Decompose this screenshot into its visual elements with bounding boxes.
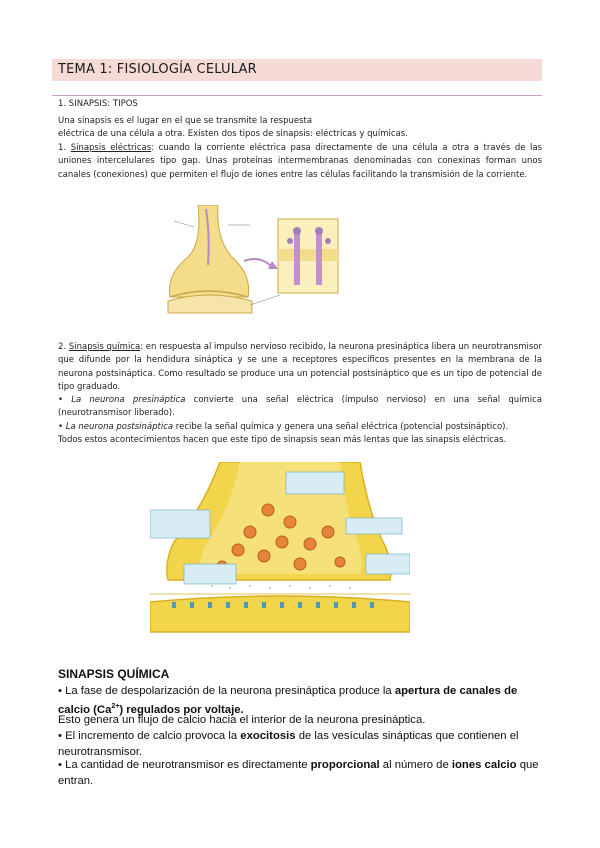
intro-line2: eléctrica de una célula a otra. Existen dos tipos de sinapsis: eléctricas y químicas. — [58, 129, 408, 140]
item-number: 1. — [58, 143, 67, 153]
intro-line1: Una sinapsis es el lugar en el que se transmite la respuesta — [58, 116, 313, 126]
chemical-paragraph: 2. Sinapsis química: en respuesta al impulso nervioso recibido, la neurona presináptica libera un neurotransmisor que difunde por la hendidura sináptica y se une a receptores específicos presentes en la membrana de la neurona postsináptica. Como resultado se produce una un potencial postsináptico que es un tipo de potencial de tipo graduado. • La neurona presináptica convierte una señal eléctrica (impulso nervioso) en una señal química (neurotransmisor liberado). • La neurona postsináptica recibe la señal química y genera una señal eléctrica (potencial postsináptico). Todos estos acontecimientos hacen que este tipo de sinapsis sean más lentas que las sinapsis eléctricas. — [58, 342, 543, 446]
section-title: 1. SINAPSIS: TIPOS — [58, 99, 138, 109]
page-title: TEMA 1: FISIOLOGÍA CELULAR — [58, 62, 257, 77]
chemical-text: : en respuesta al impulso nervioso recibido, la neurona presináptica libera un neurotransmisor que difunde por la hendidura sináptica y se une a receptores específicos presentes en la membrana de la neurona postsináptica. Como resultado se produce una un potencial postsináptico que es un tipo de potencial de tipo graduado. — [58, 342, 542, 392]
intro-paragraph — [58, 115, 542, 142]
chemical-term: Sinapsis química — [68, 342, 141, 352]
summary-heading: SINAPSIS QUÍMICA — [58, 667, 170, 681]
presynaptic-term: La neurona presináptica — [71, 395, 186, 406]
summary-bullet-3: • El incremento de calcio provoca la exocitosis de las vesículas sinápticas que contienen el neurotransmisor. — [58, 730, 519, 758]
divider — [52, 95, 542, 96]
summary-line-2: Esto genera un flujo de calcio hacia el interior de la neurona presináptica. — [58, 714, 426, 726]
postsynaptic-text: recibe la señal química y genera una señal eléctrica (potencial postsináptico). — [173, 421, 509, 432]
summary-bullet-4: • La cantidad de neurotransmisor es directamente proporcional al número de iones calcio que entran. — [58, 759, 539, 787]
electrical-paragraph — [58, 142, 542, 182]
electrical-synapse-figure — [160, 205, 340, 327]
postsynaptic-term: La neurona postsináptica — [65, 421, 174, 432]
item-number: 2. — [58, 342, 67, 352]
electrical-text: : cuando la corriente eléctrica pasa directamente de una célula a otra a través de las uniones intercelulares tipo gap. Unas proteínas intermembranas denominadas con conexinas forman unos canales (conexiones) que permiten el flujo de iones entre las células facilitando la transmisión de la corriente. — [58, 143, 543, 180]
presynaptic-text: convierte una señal eléctrica (impulso nervioso) en una señal química (neurotransmisor liberado). — [58, 395, 543, 419]
summary-bullet-1: • La fase de despolarización de la neurona presináptica produce la apertura de canales de calcio $(Ca^{2+})$ regulados por voltaje. — [58, 685, 518, 716]
title-banner — [52, 59, 542, 81]
chemical-closing: Todos estos acontecimientos hacen que este tipo de sinapsis sean más lentas que las sinapsis eléctricas. — [58, 435, 507, 446]
chemical-synapse-figure — [150, 462, 410, 652]
electrical-term: Sinapsis eléctricas — [70, 143, 152, 153]
